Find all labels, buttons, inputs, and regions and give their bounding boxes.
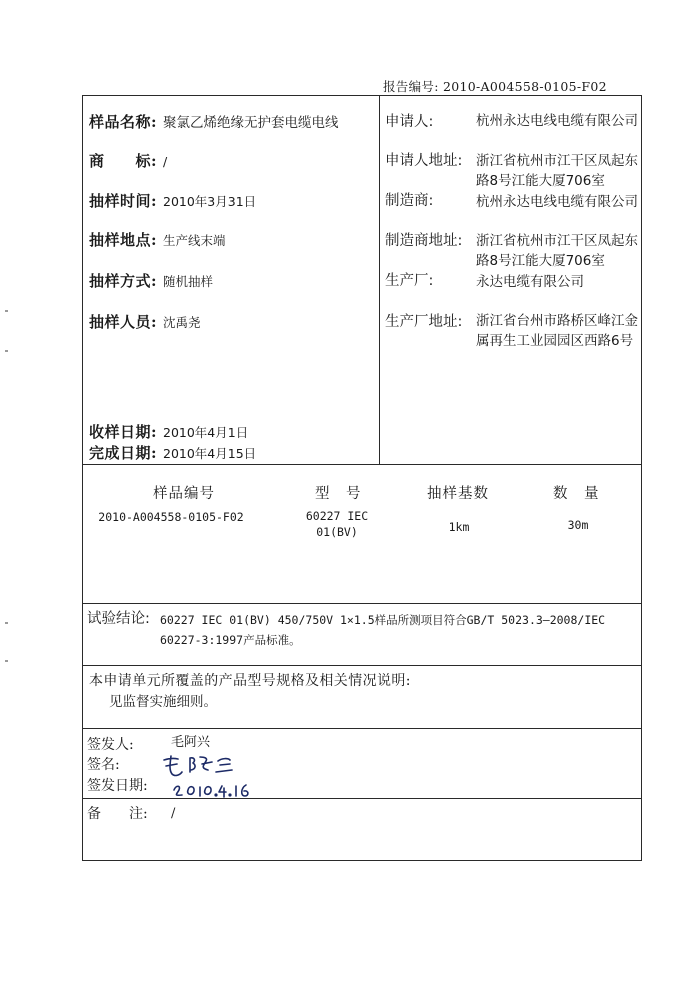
divider-info-table [83, 464, 641, 465]
receive-date-label: 收样日期: [89, 423, 158, 441]
divider-conclusion-coverage [83, 665, 641, 666]
complete-date-label: 完成日期: [89, 444, 158, 462]
sampler-value: 沈禹尧 [163, 315, 201, 330]
receive-date-value: 2010年4月1日 [163, 425, 249, 440]
applicant-value: 杭州永达电线电缆有限公司 [476, 113, 638, 129]
conclusion-line-2: 60227-3:1997产品标准。 [160, 633, 301, 647]
signature-label: 签名: [87, 757, 120, 773]
col-model-header: 型 号 [315, 486, 362, 502]
manufacturer-value: 杭州永达电线电缆有限公司 [476, 194, 638, 210]
manufacturer-label: 制造商: [385, 193, 434, 209]
factory-address-label: 生产厂地址: [385, 314, 463, 330]
remarks-value: / [171, 806, 176, 821]
sample-name-value: 聚氯乙烯绝缘无护套电缆电线 [163, 115, 339, 131]
coverage-heading: 本申请单元所覆盖的产品型号规格及相关情况说明: [89, 673, 411, 689]
col-quantity-header: 数 量 [553, 486, 600, 502]
manufacturer-address-label: 制造商地址: [385, 233, 463, 249]
trademark-label: 商 标: [89, 152, 158, 170]
sampling-place-label: 抽样地点: [89, 231, 158, 249]
factory-address-value: 浙江省台州市路桥区峰江金属再生工业园园区西路6号 [476, 313, 638, 349]
manufacturer-address-value: 浙江省杭州市江干区凤起东路8号江能大厦706室 [476, 233, 638, 269]
sampling-time-label: 抽样时间: [89, 192, 158, 210]
trademark-value: / [163, 154, 168, 169]
divider-coverage-issuer [83, 728, 641, 729]
sample-name-label: 样品名称: [89, 113, 158, 131]
col-base-header: 抽样基数 [427, 486, 489, 502]
applicant-address-label: 申请人地址: [385, 153, 463, 169]
applicant-label: 申请人: [385, 114, 434, 130]
report-number: 报告编号: 2010-A004558-0105-F02 [383, 79, 607, 94]
remarks-label: 备 注: [87, 806, 148, 822]
factory-value: 永达电缆有限公司 [476, 274, 584, 290]
conclusion-line-1: 60227 IEC 01(BV) 450/750V 1×1.5样品所测项目符合GB/T 5023.3—2008/IEC [160, 613, 606, 627]
divider-table-conclusion [83, 603, 641, 604]
sampler-label: 抽样人员: [89, 313, 158, 331]
col-sample-number-header: 样品编号 [153, 486, 215, 502]
scan-mark [5, 660, 8, 662]
handwritten-signature [160, 752, 280, 800]
issuer-name: 毛阿兴 [171, 735, 211, 750]
cell-quantity: 30m [567, 518, 589, 532]
issue-date-label: 签发日期: [87, 778, 148, 794]
scan-mark [5, 310, 8, 312]
applicant-address-value: 浙江省杭州市江干区凤起东路8号江能大厦706室 [476, 153, 638, 189]
complete-date-value: 2010年4月15日 [163, 446, 257, 461]
report-frame [82, 95, 642, 861]
issuer-label: 签发人: [87, 737, 134, 753]
scan-mark [5, 350, 8, 352]
conclusion-label: 试验结论: [87, 611, 150, 627]
cell-sample-number: 2010-A004558-0105-F02 [98, 510, 244, 524]
sampling-method-value: 随机抽样 [163, 274, 214, 289]
sampling-time-value: 2010年3月31日 [163, 194, 257, 209]
coverage-text: 见监督实施细则。 [109, 694, 217, 710]
sampling-place-value: 生产线末端 [163, 233, 226, 248]
cell-model: 60227 IEC 01(BV) [305, 509, 369, 539]
factory-label: 生产厂: [385, 273, 434, 289]
divider-left-right [379, 96, 380, 464]
cell-base: 1km [448, 520, 470, 534]
scan-mark [5, 622, 8, 624]
sampling-method-label: 抽样方式: [89, 272, 158, 290]
